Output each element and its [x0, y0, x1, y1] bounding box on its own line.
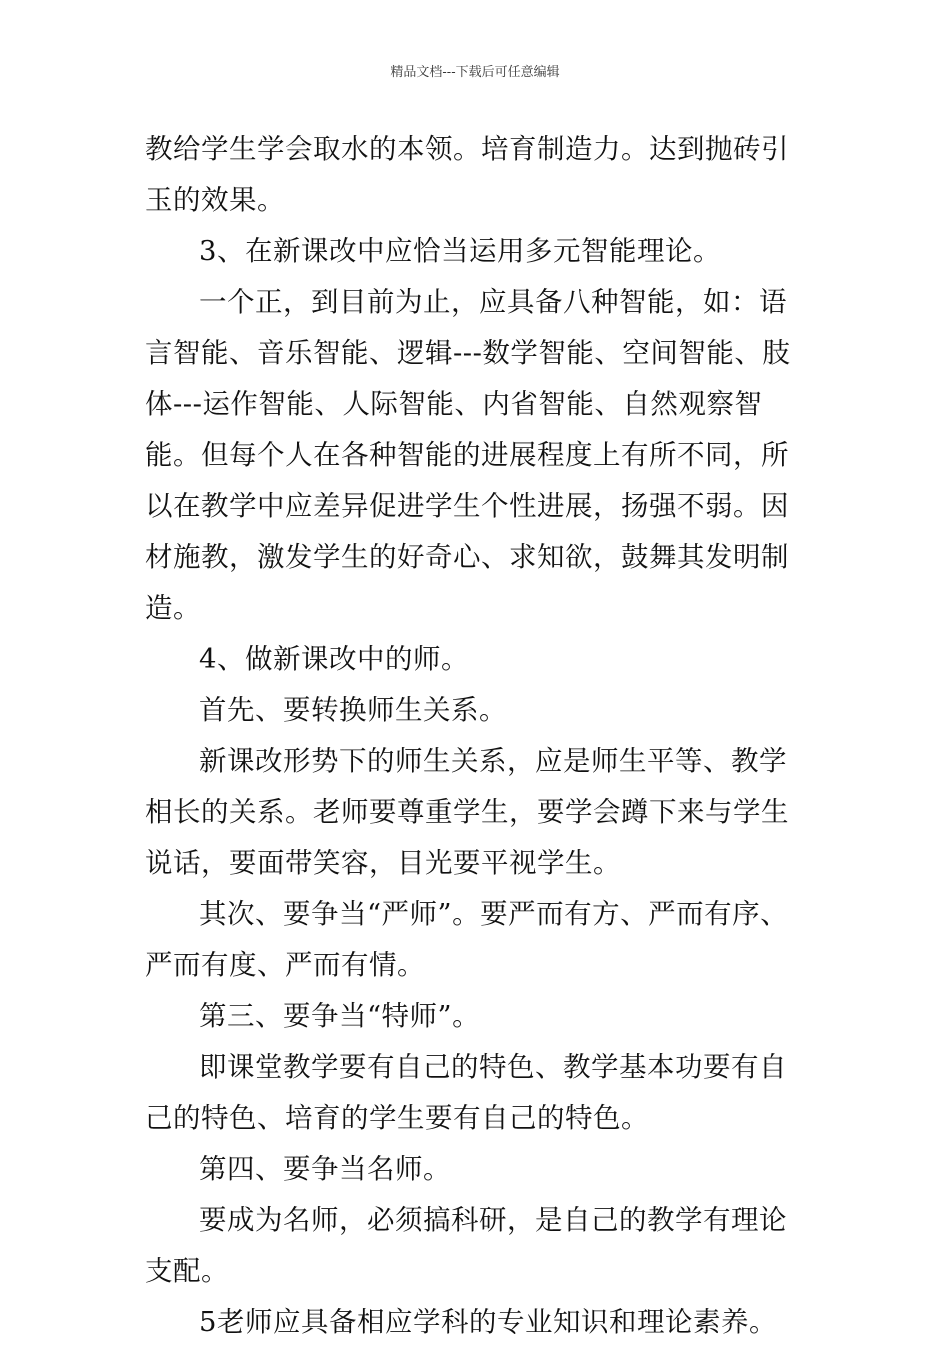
paragraph: 第四、要争当名师。	[199, 1153, 451, 1185]
paragraph: 4、做新课改中的师。	[199, 643, 469, 675]
page-header: 精品文档---下载后可任意编辑	[390, 65, 560, 80]
paragraph: 一个正，到目前为止，应具备八种智能，如：语言智能、音乐智能、逻辑---数学智能、空间智能、肢体---运作智能、人际智能、内省智能、自然观察智能。但每个人在各种智能的进展程度上有所不同，所以在教学中应差异促进学生个性进展，扬强不弱。因材施教，激发学生的好奇心、求知欲，鼓舞其发明制造。	[145, 286, 791, 624]
paragraph: 首先、要转换师生关系。	[199, 694, 507, 726]
paragraph: 其次、要争当“严师”。要严而有方、严而有序、严而有度、严而有情。	[145, 898, 789, 981]
paragraph: 即课堂教学要有自己的特色、教学基本功要有自己的特色、培育的学生要有自己的特色。	[145, 1051, 787, 1134]
paragraph: 新课改形势下的师生关系，应是师生平等、教学相长的关系。老师要尊重学生，要学会蹲下来与学生说话，要面带笑容，目光要平视学生。	[145, 745, 789, 879]
paragraph: 3、在新课改中应恰当运用多元智能理论。	[199, 235, 721, 267]
paragraph: 要成为名师，必须搞科研，是自己的教学有理论支配。	[145, 1204, 787, 1287]
paragraph: 教给学生学会取水的本领。培育制造力。达到抛砖引玉的效果。	[145, 133, 789, 216]
document-body	[145, 124, 810, 1348]
paragraph: 5老师应具备相应学科的专业知识和理论素养。	[199, 1306, 777, 1338]
paragraph: 第三、要争当“特师”。	[199, 1000, 481, 1032]
